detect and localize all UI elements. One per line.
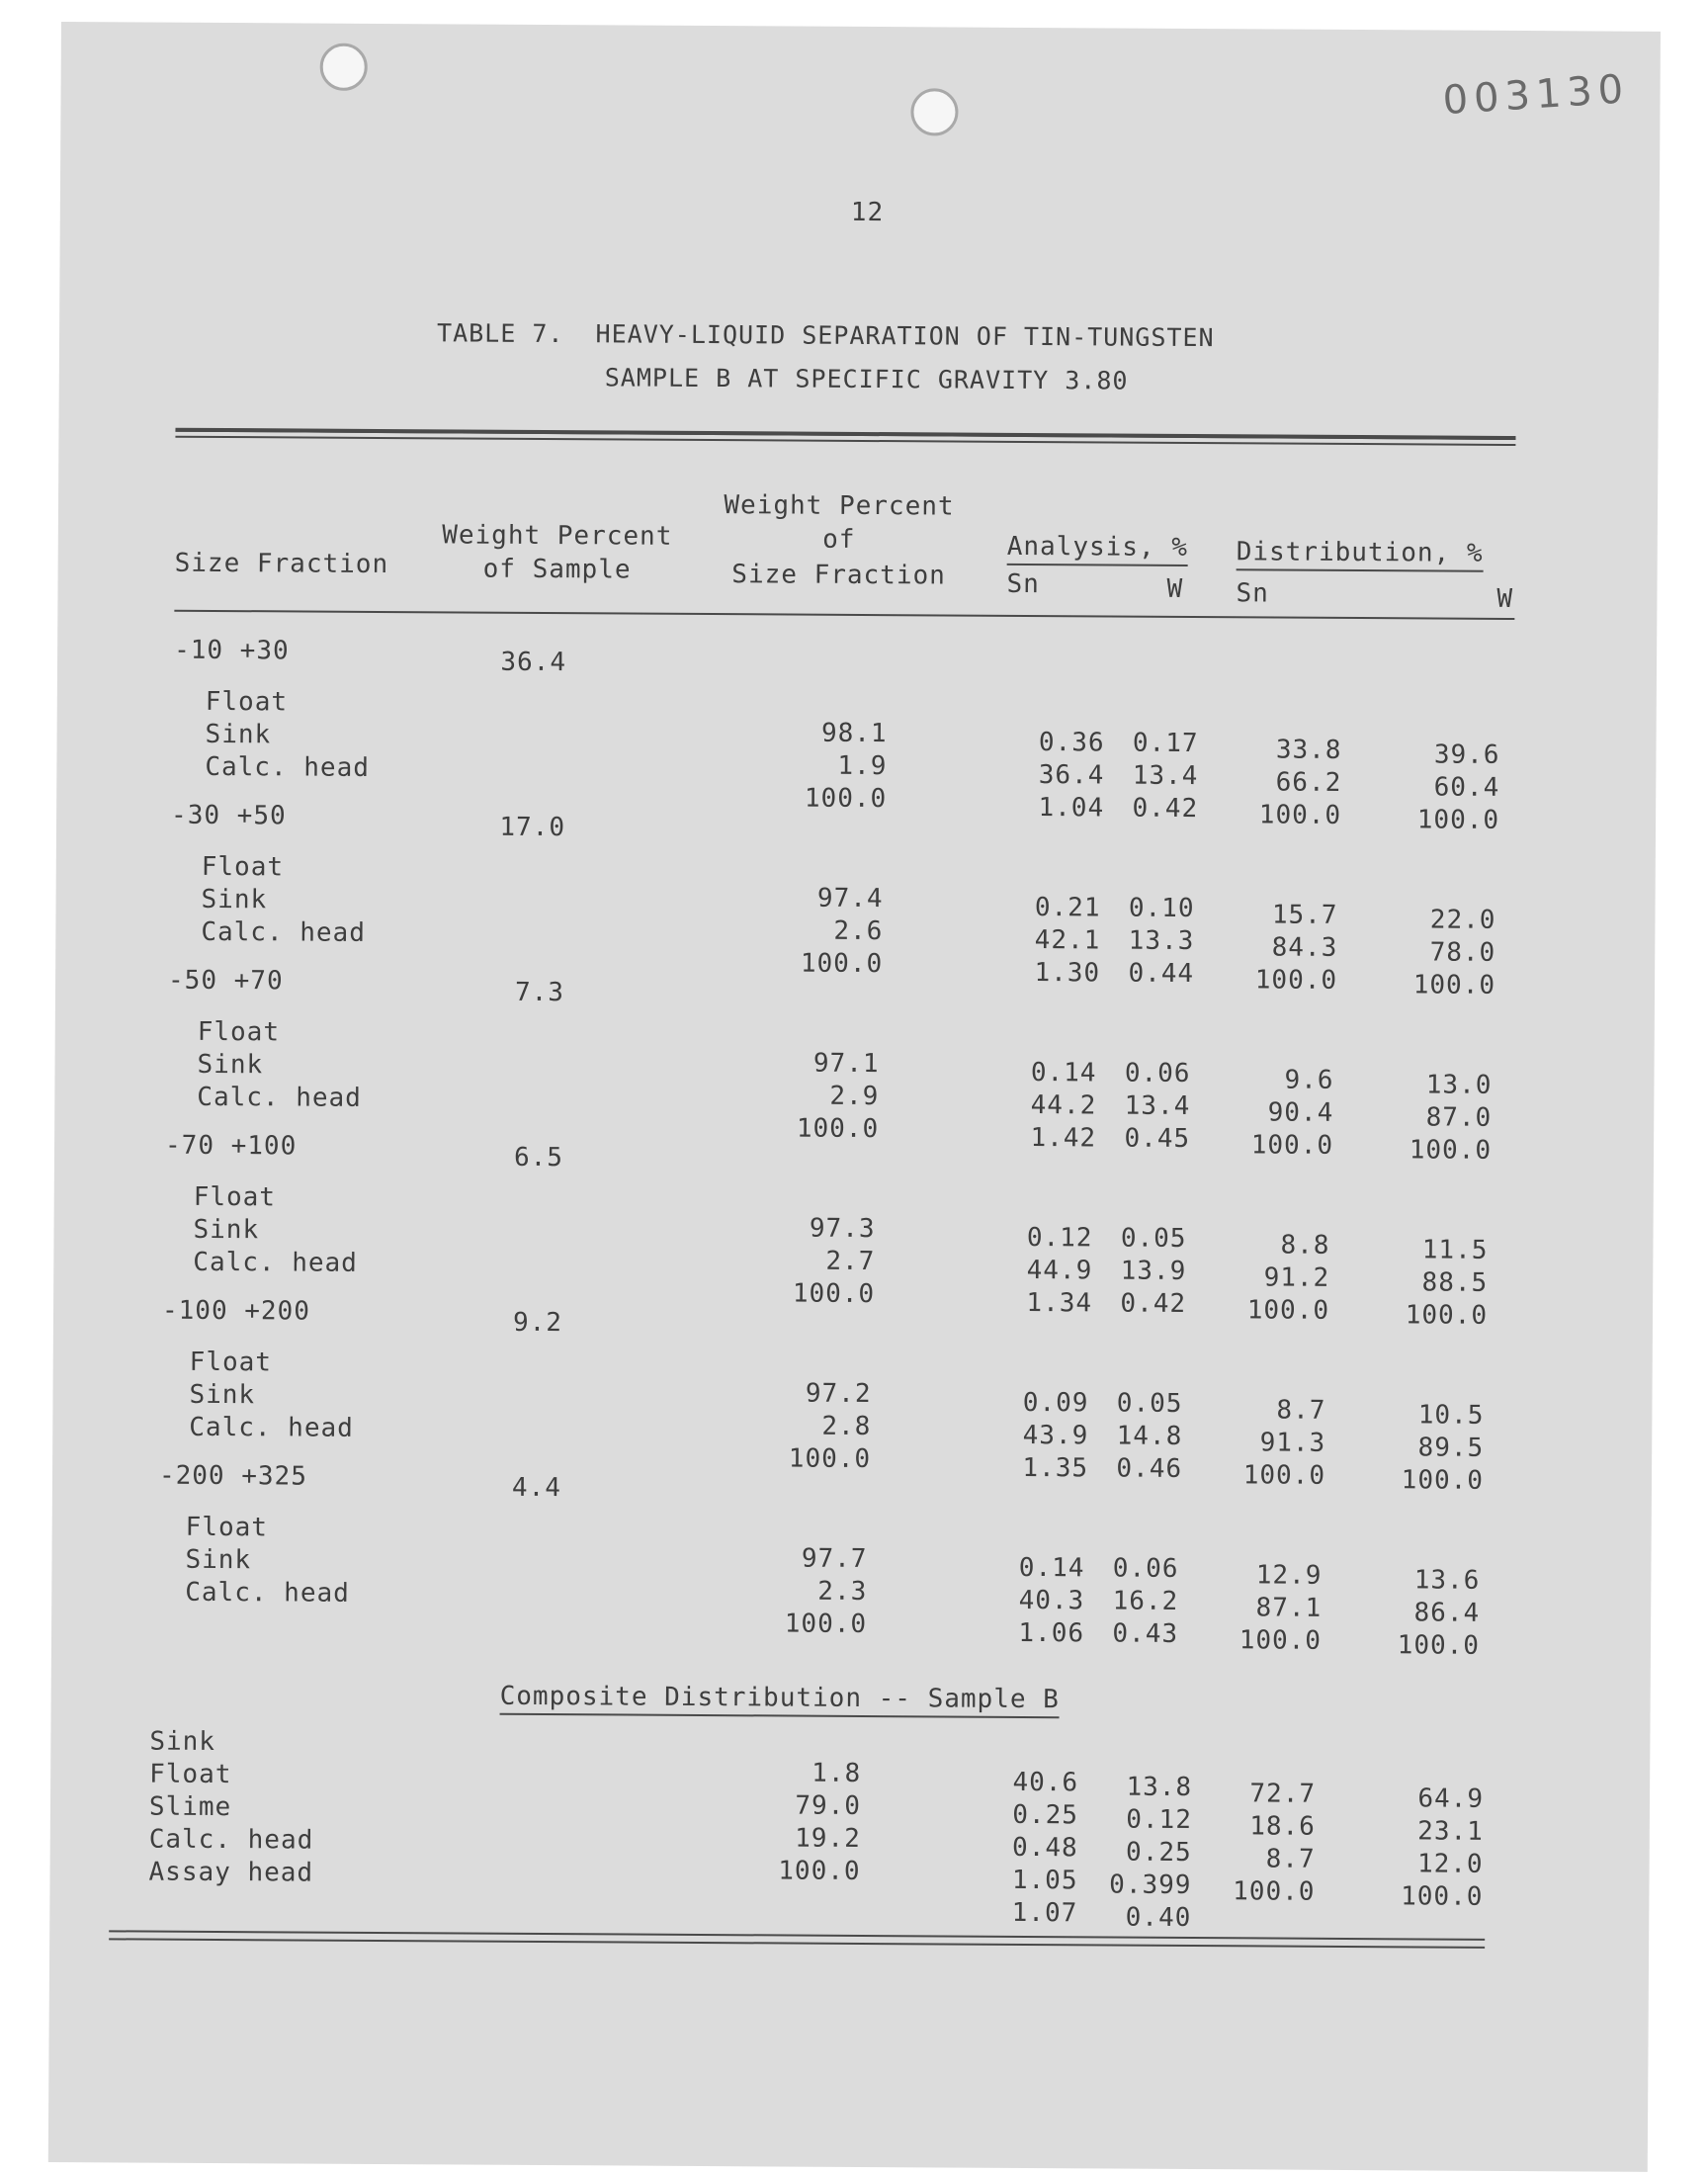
analysis-sn-value: 44.2: [1030, 1090, 1097, 1121]
wt-sample-value: 17.0: [499, 812, 566, 843]
composite-analysis-sn-value: 0.48: [1012, 1832, 1078, 1864]
distribution-w-value: 87.0: [1425, 1102, 1493, 1133]
sub-row-label: Float: [189, 1347, 273, 1378]
distribution-w-value: 89.5: [1417, 1433, 1485, 1463]
sub-row-label: Calc. head: [197, 1082, 362, 1113]
analysis-w-value: 0.05: [1120, 1223, 1187, 1254]
distribution-sn-value: 9.6: [1284, 1065, 1334, 1095]
analysis-w-value: 0.44: [1128, 958, 1195, 990]
composite-row-label: Slime: [148, 1791, 232, 1823]
bottom-double-rule-2: [109, 1938, 1485, 1949]
wt-frac-value: 2.6: [833, 915, 884, 947]
wt-frac-value: 100.0: [788, 1443, 872, 1475]
composite-row-label: Calc. head: [148, 1824, 314, 1856]
distribution-sn-value: 100.0: [1238, 1625, 1323, 1656]
wt-frac-value: 2.8: [821, 1411, 872, 1442]
wt-frac-value: 1.9: [837, 750, 888, 782]
distribution-w-value: 10.5: [1417, 1400, 1485, 1431]
sub-row-label: Calc. head: [193, 1247, 358, 1278]
analysis-sn-value: 40.3: [1018, 1585, 1085, 1616]
distribution-sn-value: 33.8: [1275, 735, 1342, 765]
composite-distribution-w-value: 12.0: [1416, 1849, 1484, 1879]
analysis-w-value: 0.10: [1128, 893, 1195, 924]
analysis-w-value: 0.06: [1124, 1058, 1191, 1088]
analysis-sn-value: 1.42: [1030, 1123, 1097, 1154]
sub-row-label: Sink: [185, 1544, 252, 1576]
distribution-w-value: 13.0: [1425, 1070, 1493, 1100]
size-fraction-label: -100 +200: [161, 1295, 311, 1327]
sub-row-label: Sink: [193, 1214, 260, 1246]
analysis-sn-value: 36.4: [1038, 760, 1105, 791]
analysis-w-value: 0.43: [1112, 1618, 1179, 1649]
table-title-line-2: SAMPLE B AT SPECIFIC GRAVITY 3.80: [604, 363, 1129, 395]
wt-frac-value: 2.7: [825, 1246, 876, 1277]
wt-frac-value: 98.1: [820, 718, 888, 749]
size-fraction-label: -50 +70: [167, 965, 284, 997]
sub-row-label: Calc. head: [205, 751, 371, 783]
analysis-w-value: 13.4: [1124, 1090, 1191, 1121]
header-distribution: Distribution, %: [1237, 537, 1484, 572]
composite-analysis-w-value: 0.399: [1109, 1870, 1192, 1901]
punch-hole-left: [320, 44, 368, 91]
analysis-sn-value: 42.1: [1034, 925, 1101, 956]
distribution-w-value: 22.0: [1429, 905, 1496, 935]
document-page: [48, 22, 1661, 2172]
size-fraction-label: -200 +325: [158, 1460, 307, 1492]
composite-distribution-sn-value: 72.7: [1249, 1779, 1317, 1809]
page-number: 12: [850, 197, 885, 228]
wt-frac-value: 2.9: [829, 1081, 880, 1112]
composite-title: Composite Distribution -- Sample B: [500, 1682, 1060, 1718]
distribution-sn-value: 91.3: [1259, 1428, 1326, 1458]
table-title-line-1: TABLE 7. HEAVY-LIQUID SEPARATION OF TIN-TUNGSTEN: [436, 318, 1215, 353]
distribution-sn-value: 12.9: [1255, 1560, 1323, 1591]
distribution-sn-value: 15.7: [1271, 900, 1338, 930]
distribution-sn-value: 8.7: [1276, 1395, 1326, 1426]
analysis-w-value: 0.17: [1132, 728, 1199, 759]
distribution-w-value: 100.0: [1401, 1465, 1485, 1496]
analysis-w-value: 0.46: [1116, 1453, 1183, 1484]
analysis-sn-value: 0.12: [1026, 1222, 1093, 1254]
header-rule: [174, 610, 1514, 620]
distribution-w-value: 100.0: [1405, 1300, 1489, 1331]
distribution-sn-value: 90.4: [1267, 1097, 1334, 1128]
analysis-sn-value: 1.30: [1034, 958, 1101, 989]
distribution-w-value: 100.0: [1412, 970, 1496, 1000]
header-analysis: Analysis, %: [1007, 532, 1188, 566]
composite-wt-frac-value: 79.0: [795, 1790, 862, 1821]
wt-frac-value: 97.4: [816, 883, 884, 914]
distribution-w-value: 88.5: [1421, 1267, 1489, 1298]
composite-distribution-sn-value: 100.0: [1233, 1876, 1316, 1907]
wt-frac-value: 2.3: [817, 1576, 868, 1608]
wt-frac-value: 100.0: [804, 783, 888, 815]
distribution-w-value: 100.0: [1397, 1630, 1481, 1661]
distribution-w-value: 11.5: [1421, 1235, 1489, 1265]
wt-frac-value: 100.0: [784, 1609, 868, 1640]
wt-sample-value: 4.4: [511, 1472, 562, 1504]
analysis-w-value: 13.9: [1120, 1256, 1187, 1286]
analysis-sn-value: 0.09: [1022, 1387, 1089, 1419]
distribution-w-value: 100.0: [1409, 1135, 1493, 1166]
wt-frac-value: 100.0: [796, 1113, 880, 1145]
header-analysis-sn: Sn: [1006, 568, 1040, 600]
distribution-sn-value: 84.3: [1271, 932, 1338, 963]
composite-analysis-sn-value: 1.07: [1011, 1897, 1078, 1929]
size-fraction-label: -30 +50: [171, 800, 287, 831]
composite-distribution-w-value: 100.0: [1401, 1881, 1484, 1912]
analysis-w-value: 0.06: [1112, 1553, 1179, 1584]
distribution-w-value: 60.4: [1433, 772, 1500, 803]
analysis-w-value: 0.45: [1124, 1123, 1191, 1154]
header-wt-sample-1: Weight Percent: [442, 520, 673, 552]
sub-row-label: Sink: [205, 719, 272, 750]
wt-sample-value: 36.4: [500, 647, 567, 678]
sub-row-label: Sink: [201, 884, 268, 915]
analysis-w-value: 0.05: [1116, 1388, 1183, 1419]
wt-frac-value: 97.2: [805, 1378, 872, 1410]
analysis-sn-value: 1.04: [1038, 793, 1105, 824]
composite-distribution-w-value: 23.1: [1417, 1816, 1484, 1847]
analysis-w-value: 0.42: [1132, 793, 1199, 825]
sub-row-label: Calc. head: [189, 1412, 354, 1443]
header-wt-frac-1: Weight Percent: [724, 490, 955, 522]
composite-analysis-sn-value: 1.05: [1011, 1865, 1078, 1896]
composite-wt-frac-value: 1.8: [811, 1758, 862, 1788]
analysis-sn-value: 0.14: [1030, 1058, 1097, 1088]
analysis-w-value: 13.3: [1128, 925, 1195, 957]
distribution-sn-value: 100.0: [1250, 1130, 1334, 1161]
composite-row-label: Float: [149, 1759, 232, 1790]
analysis-sn-value: 0.21: [1034, 893, 1101, 923]
analysis-sn-value: 0.14: [1018, 1552, 1085, 1584]
header-wt-frac-2: of: [822, 524, 856, 555]
sub-row-label: Sink: [197, 1049, 264, 1081]
distribution-sn-value: 100.0: [1242, 1460, 1326, 1491]
header-wt-sample-2: of Sample: [482, 554, 632, 585]
analysis-w-value: 0.42: [1120, 1288, 1187, 1319]
punch-hole-right: [910, 88, 958, 135]
analysis-w-value: 16.2: [1112, 1586, 1179, 1616]
composite-analysis-w-value: 0.12: [1126, 1804, 1193, 1836]
wt-sample-value: 9.2: [512, 1307, 563, 1339]
sub-row-label: Calc. head: [201, 916, 367, 948]
sub-row-label: Float: [201, 851, 285, 883]
composite-analysis-w-value: 13.8: [1126, 1772, 1193, 1803]
analysis-sn-value: 0.36: [1038, 728, 1105, 758]
distribution-sn-value: 66.2: [1275, 767, 1342, 798]
sub-row-label: Float: [197, 1016, 281, 1048]
analysis-sn-value: 1.35: [1022, 1452, 1089, 1484]
distribution-w-value: 39.6: [1433, 740, 1500, 770]
composite-distribution-sn-value: 8.7: [1265, 1844, 1316, 1874]
composite-analysis-sn-value: 0.25: [1012, 1799, 1079, 1831]
distribution-sn-value: 100.0: [1254, 965, 1338, 996]
sub-row-label: Float: [193, 1181, 277, 1213]
wt-frac-value: 97.3: [809, 1213, 876, 1245]
analysis-w-value: 14.8: [1116, 1421, 1183, 1451]
distribution-sn-value: 100.0: [1246, 1295, 1330, 1326]
composite-wt-frac-value: 19.2: [795, 1823, 861, 1854]
sub-row-label: Calc. head: [185, 1577, 350, 1609]
wt-frac-value: 100.0: [800, 948, 884, 980]
distribution-w-value: 100.0: [1416, 805, 1500, 835]
distribution-sn-value: 8.8: [1280, 1230, 1330, 1261]
header-size-fraction: Size Fraction: [174, 548, 389, 580]
sub-row-label: Float: [185, 1512, 269, 1543]
sub-row-label: Sink: [189, 1379, 256, 1411]
distribution-sn-value: 91.2: [1263, 1262, 1330, 1293]
distribution-sn-value: 100.0: [1258, 800, 1342, 830]
distribution-w-value: 13.6: [1413, 1565, 1481, 1596]
composite-row-label: Assay head: [148, 1857, 314, 1888]
wt-sample-value: 7.3: [514, 977, 565, 1008]
header-distribution-w: W: [1496, 583, 1514, 614]
size-fraction-label: -10 +30: [174, 635, 290, 666]
composite-analysis-sn-value: 40.6: [1012, 1767, 1079, 1798]
distribution-w-value: 78.0: [1429, 937, 1496, 968]
analysis-sn-value: 44.9: [1026, 1255, 1093, 1286]
wt-frac-value: 97.1: [812, 1048, 880, 1080]
sub-row-label: Float: [205, 686, 289, 718]
header-distribution-sn: Sn: [1236, 578, 1269, 609]
analysis-w-value: 13.4: [1132, 760, 1199, 792]
composite-analysis-w-value: 0.40: [1125, 1902, 1192, 1934]
composite-row-label: Sink: [149, 1726, 216, 1757]
analysis-sn-value: 43.9: [1022, 1420, 1089, 1451]
distribution-sn-value: 87.1: [1255, 1593, 1323, 1623]
size-fraction-label: -70 +100: [164, 1130, 298, 1162]
wt-sample-value: 6.5: [513, 1142, 564, 1174]
distribution-w-value: 86.4: [1413, 1598, 1481, 1628]
header-wt-frac-3: Size Fraction: [731, 560, 946, 591]
document-number: 003130: [1441, 66, 1631, 125]
composite-analysis-w-value: 0.25: [1125, 1837, 1192, 1869]
wt-frac-value: 100.0: [792, 1278, 876, 1310]
wt-frac-value: 97.7: [801, 1543, 868, 1575]
analysis-sn-value: 1.34: [1026, 1287, 1093, 1319]
composite-wt-frac-value: 100.0: [778, 1856, 861, 1886]
composite-distribution-sn-value: 18.6: [1249, 1811, 1316, 1842]
header-analysis-w: W: [1166, 573, 1184, 604]
analysis-sn-value: 1.06: [1018, 1617, 1085, 1649]
composite-distribution-w-value: 64.9: [1417, 1784, 1485, 1814]
